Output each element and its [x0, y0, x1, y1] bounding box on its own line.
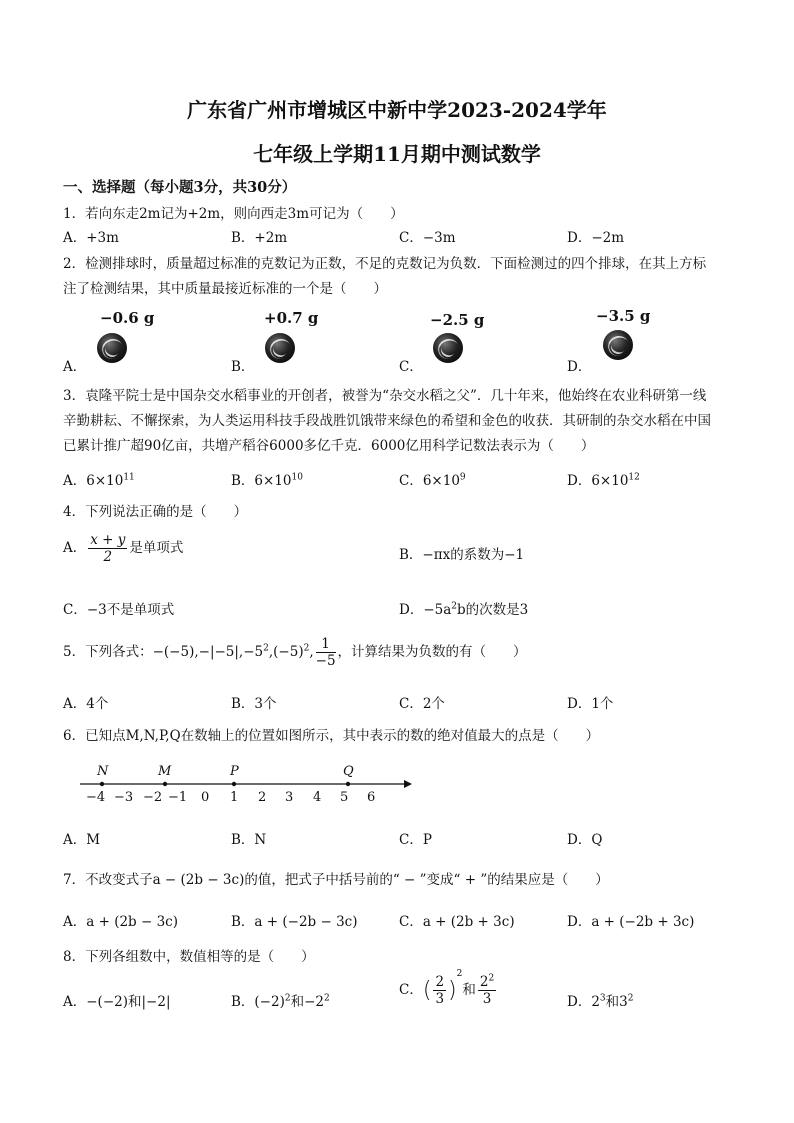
point-m-label: M	[158, 764, 172, 779]
tick-label: 1	[230, 790, 239, 805]
q5-stem: 5．下列各式：$-(-5),-|-5|,-5^2,(-5)^2$, $\frac{1}{-5}$ ，计算结果为负数的有（ ）	[63, 636, 527, 669]
tick-label: 5	[340, 790, 349, 805]
q8-option-b[interactable]: B．$(-2)^2$和$-2^2$	[231, 993, 330, 1010]
section-heading: 一、选择题（每小题3分，共30分）	[63, 179, 297, 196]
point-p-dot	[232, 782, 236, 786]
volleyball-b-icon	[265, 333, 295, 363]
ball-a-label: −0.6 g	[100, 309, 155, 327]
q7-option-d[interactable]: D．a + (−2b + 3c)	[567, 914, 695, 930]
q4-option-d[interactable]: D．$-5a^2b$的次数是3	[399, 601, 529, 618]
volleyball-d-icon	[603, 330, 633, 360]
point-n-label: N	[97, 764, 109, 779]
q3-option-a[interactable]: A．$6\times 10^{11}$	[63, 472, 135, 489]
q2-stem-line1: 2．检测排球时，质量超过标准的克数记为正数，不足的克数记为负数．下面检测过的四个排球，在其上方标	[63, 256, 707, 272]
q2-stem-line2: 注了检测结果，其中质量最接近标准的一个是（ ）	[63, 281, 387, 297]
point-m-dot	[163, 782, 167, 786]
q4-option-b[interactable]: B．−πx的系数为−1	[399, 547, 525, 563]
q8-option-c[interactable]: C．( $\frac{2}{3}$ )$^2$和 $\frac{2^2}{3}$	[399, 969, 495, 1007]
tick-label: −4	[86, 790, 106, 805]
q1-option-c[interactable]: C．−3m	[399, 230, 456, 246]
title-line-1: 广东省广州市增城区中新中学2023-2024学年	[187, 98, 607, 122]
ball-c-label: −2.5 g	[430, 311, 485, 329]
volleyball-a-icon	[97, 333, 127, 363]
q8-option-a[interactable]: A．−(−2)和|−2|	[63, 994, 171, 1010]
q7-option-c[interactable]: C．a + (2b + 3c)	[399, 914, 515, 930]
q3-stem-line1: 3．袁隆平院士是中国杂交水稻事业的开创者，被誉为“杂交水稻之父”．几十年来，他始终在农业科研第一线	[63, 388, 707, 404]
q2-option-c[interactable]: C．	[399, 359, 423, 375]
q4-stem: 4．下列说法正确的是（ ）	[63, 504, 248, 520]
q3-option-b[interactable]: B．$6\times 10^{10}$	[231, 472, 303, 489]
q2-option-b[interactable]: B．	[231, 359, 255, 375]
volleyball-c-icon	[433, 333, 463, 363]
tick-label: 3	[285, 790, 294, 805]
q6-option-b[interactable]: B．N	[231, 832, 267, 848]
tick-label: 6	[367, 790, 376, 805]
q3-stem-line2: 辛勤耕耘、不懈探索，为人类运用科技手段战胜饥饿带来绿色的希望和金色的收获．其研制的杂交水稻在中国	[63, 413, 711, 429]
q2-option-d[interactable]: D．	[567, 359, 592, 375]
point-q-dot	[346, 782, 350, 786]
tick-label: 4	[313, 790, 322, 805]
point-q-label: Q	[343, 764, 354, 779]
q3-option-d[interactable]: D．$6\times 10^{12}$	[567, 472, 640, 489]
q1-option-d[interactable]: D．−2m	[567, 230, 625, 246]
tick-label: −1	[168, 790, 188, 805]
point-n-dot	[100, 782, 104, 786]
q1-option-a[interactable]: A．+3m	[63, 230, 119, 246]
title-line-2: 七年级上学期11月期中测试数学	[253, 142, 541, 166]
q2-option-a[interactable]: A．	[63, 359, 87, 375]
q5-option-d[interactable]: D．1个	[567, 696, 614, 712]
ball-b-label: +0.7 g	[264, 309, 319, 327]
tick-label: −3	[114, 790, 134, 805]
ball-d-label: −3.5 g	[596, 307, 651, 325]
q5-option-c[interactable]: C．2个	[399, 696, 445, 712]
q6-option-a[interactable]: A．M	[63, 832, 101, 848]
tick-label: 2	[258, 790, 267, 805]
q4-option-c[interactable]: C．−3不是单项式	[63, 602, 175, 618]
q6-stem: 6．已知点M,N,P,Q在数轴上的位置如图所示，其中表示的数的绝对值最大的点是（ ）	[63, 728, 600, 744]
q3-option-c[interactable]: C．$6\times 10^9$	[399, 472, 466, 489]
q7-option-a[interactable]: A．a + (2b − 3c)	[63, 914, 179, 930]
q7-option-b[interactable]: B．a + (−2b − 3c)	[231, 914, 358, 930]
tick-label: 0	[201, 790, 210, 805]
number-line-arrow-icon	[404, 780, 412, 788]
point-p-label: P	[230, 764, 239, 779]
q7-stem: 7．不改变式子a − (2b − 3c)的值，把式子中括号前的“ − ”变成“ + ”的结果应是（ ）	[63, 872, 609, 888]
q6-option-c[interactable]: C．P	[399, 832, 432, 848]
q1-stem: 1．若向东走2m记为+2m，则向西走3m可记为（ ）	[63, 206, 404, 222]
q5-option-b[interactable]: B．3个	[231, 696, 277, 712]
q4-option-a[interactable]: A． $\frac{x + y}{2}$ 是单项式	[63, 532, 184, 565]
q8-option-d[interactable]: D．$2^3$和$3^2$	[567, 993, 634, 1010]
q1-option-b[interactable]: B．+2m	[231, 230, 288, 246]
q3-stem-line3: 已累计推广超90亿亩，共增产稻谷6000多亿千克．6000亿用科学记数法表示为（ ）	[63, 438, 595, 454]
q6-option-d[interactable]: D．Q	[567, 832, 603, 848]
q8-stem: 8．下列各组数中，数值相等的是（ ）	[63, 949, 315, 965]
tick-label: −2	[143, 790, 163, 805]
q5-option-a[interactable]: A．4个	[63, 696, 109, 712]
